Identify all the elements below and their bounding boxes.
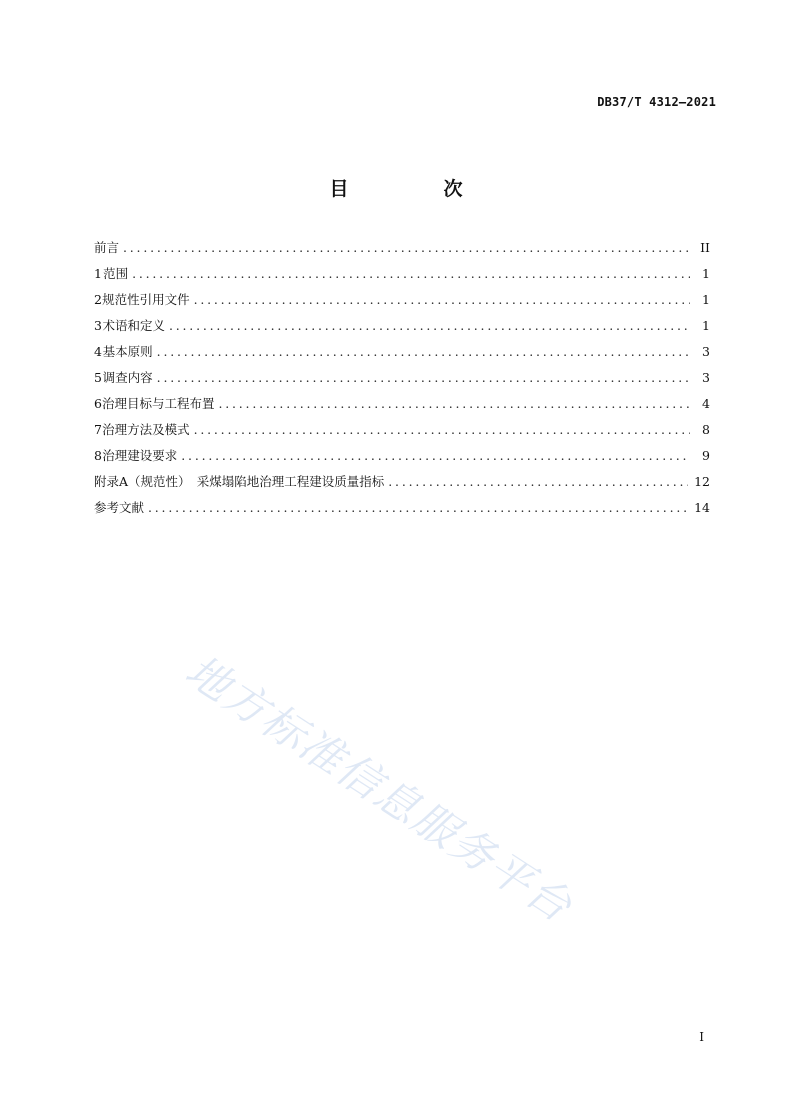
toc-entry-label: 规范性引用文件 <box>102 292 190 307</box>
toc-leader-dots <box>169 318 690 333</box>
toc-entry-number: 7 <box>94 422 102 437</box>
toc-entry-number: 8 <box>94 448 102 463</box>
watermark-text: 地方标准信息服务平台 <box>176 645 582 933</box>
toc-leader-dots <box>148 500 688 515</box>
toc-entry-label: 治理目标与工程布置 <box>101 396 215 411</box>
toc-entry-number: 1 <box>94 266 102 281</box>
toc-entry-bibliography[interactable] <box>94 498 710 524</box>
toc-leader-dots <box>157 370 690 385</box>
toc-entry-label: 治理建设要求 <box>102 448 178 463</box>
toc-entry-number: 4 <box>94 344 102 359</box>
toc-leader-dots <box>123 240 690 255</box>
toc-entry-terms-definitions[interactable] <box>94 316 710 342</box>
toc-entry-page: 3 <box>702 370 710 385</box>
toc-entry-label: 调查内容 <box>102 370 153 385</box>
page-number: I <box>699 1030 704 1044</box>
toc-entry-page: 8 <box>702 422 710 437</box>
toc-leader-dots <box>218 396 690 411</box>
toc-entry-page: 3 <box>702 344 710 359</box>
toc-entry-label: 治理方法及模式 <box>102 422 190 437</box>
toc-entry-normative-references[interactable] <box>94 290 710 316</box>
toc-entry-page: 1 <box>702 318 710 333</box>
toc-entry-page: 12 <box>694 474 710 489</box>
toc-entry-label: 术语和定义 <box>102 318 165 333</box>
toc-entry-label: 附录A（规范性） 采煤塌陷地治理工程建设质量指标 <box>94 474 385 489</box>
toc-entry-survey-content[interactable] <box>94 368 710 394</box>
toc-leader-dots <box>132 266 690 281</box>
document-code: DB37/T 4312—2021 <box>597 95 716 109</box>
toc-leader-dots <box>194 292 690 307</box>
toc-entry-construction-requirements[interactable] <box>94 446 710 472</box>
page-title: 目 次 <box>329 178 501 200</box>
toc-entry-basic-principles[interactable] <box>94 342 710 368</box>
toc-entry-page: 1 <box>702 266 710 281</box>
table-of-contents <box>94 238 710 524</box>
toc-entry-page: 4 <box>702 396 710 411</box>
toc-leader-dots <box>194 422 690 437</box>
toc-entry-label: 前言 <box>94 240 120 255</box>
toc-entry-number: 2 <box>94 292 102 307</box>
toc-entry-page: 9 <box>702 448 710 463</box>
toc-entry-number: 3 <box>94 318 102 333</box>
toc-entry-label: 基本原则 <box>102 344 153 359</box>
toc-entry-methods-modes[interactable] <box>94 420 710 446</box>
toc-entry-objectives-layout[interactable] <box>94 394 710 420</box>
toc-leader-dots <box>157 344 690 359</box>
toc-entry-page: II <box>700 240 710 255</box>
toc-entry-page: 14 <box>694 500 710 515</box>
toc-entry-label: 范围 <box>103 266 129 281</box>
toc-entry-appendix-a[interactable] <box>94 472 710 498</box>
toc-leader-dots <box>181 448 690 463</box>
toc-entry-label: 参考文献 <box>94 500 145 515</box>
toc-entry-scope[interactable] <box>94 264 710 290</box>
toc-entry-number: 6 <box>94 396 102 411</box>
toc-entry-foreword[interactable] <box>94 238 710 264</box>
toc-leader-dots <box>388 474 688 489</box>
toc-entry-page: 1 <box>702 292 710 307</box>
toc-entry-number: 5 <box>94 370 102 385</box>
